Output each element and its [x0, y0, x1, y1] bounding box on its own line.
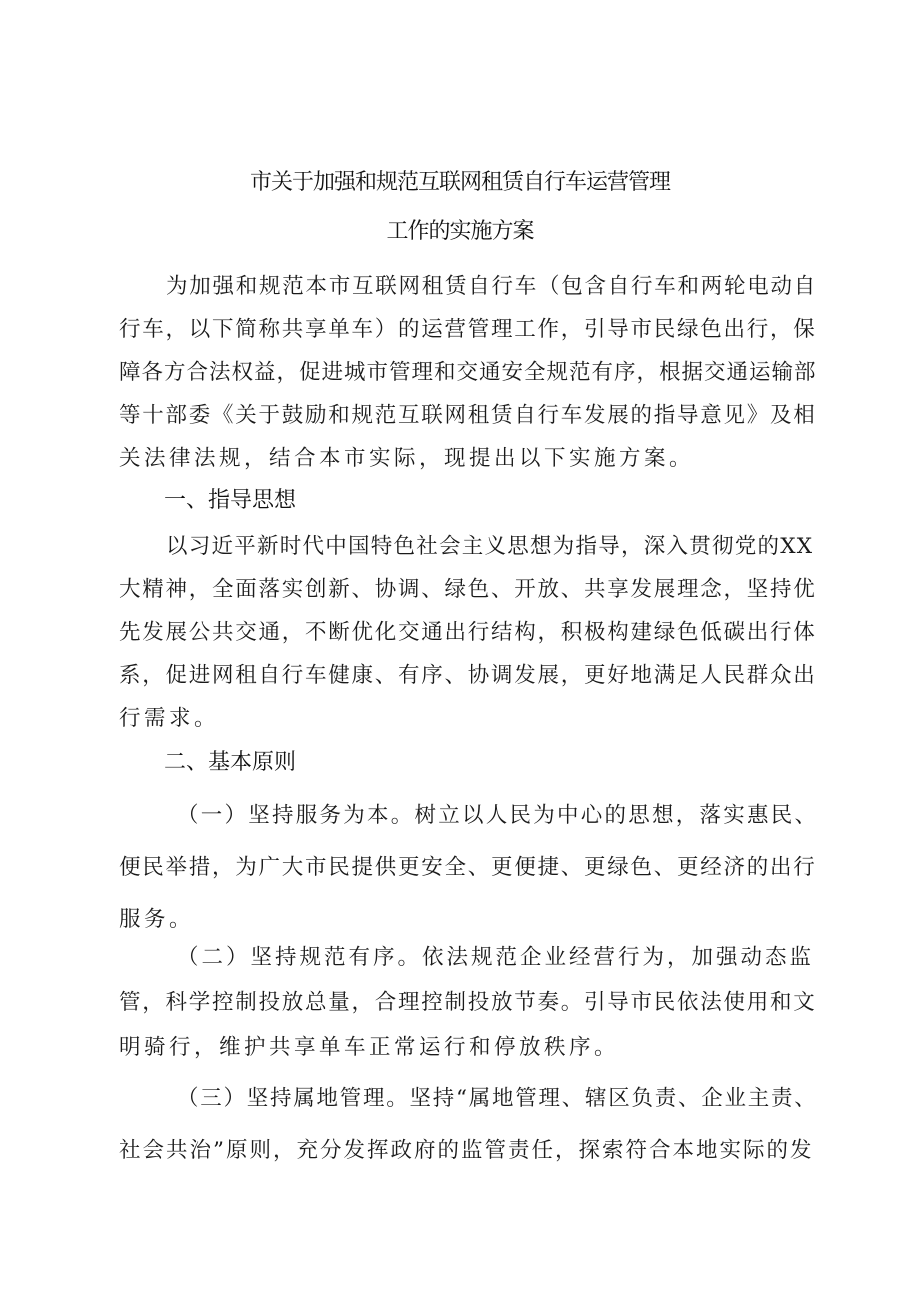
section-1-heading: 一、指导思想: [164, 488, 297, 513]
principle-2-line: （二）坚持规范有序。依法规范企业经营行为，加强动态监: [177, 945, 815, 970]
principle-3-line: （三）坚持属地管理。坚持“属地管理、辖区负责、企业主责、: [177, 1086, 818, 1111]
section-1-line: 行需求。: [119, 706, 220, 731]
principle-2-paragraph: [119, 935, 819, 1070]
section-1-line: 系，促进网租自行车健康、有序、协调发展，更好地满足人民群众出: [119, 663, 817, 688]
principle-3-paragraph: [119, 1073, 819, 1177]
principle-1-line: 便民举措，为广大市民提供更安全、更便捷、更绿色、更经济的出行: [119, 855, 817, 880]
section-2-heading: 二、基本原则: [164, 750, 297, 775]
section-1-line: 先发展公共交通，不断优化交通出行结构，积极构建绿色低碳出行体: [119, 620, 817, 645]
intro-line: 等十部委《关于鼓励和规范互联网租赁自行车发展的指导意见》及相: [119, 403, 817, 428]
principle-2-line: 明骑行，维护共享单车正常运行和停放秩序。: [119, 1035, 620, 1060]
intro-paragraph: [119, 265, 819, 480]
principle-1-paragraph: [119, 790, 819, 946]
principle-1-line: （一）坚持服务为本。树立以人民为中心的思想，落实惠民、: [177, 803, 819, 828]
intro-line: 关法律法规，结合本市实际，现提出以下实施方案。: [119, 446, 695, 471]
document-title-line-2: 工作的实施方案: [386, 219, 534, 244]
intro-line: 为加强和规范本市互联网租赁自行车（包含自行车和两轮电动自: [166, 274, 818, 299]
section-1-line: 大精神，全面落实创新、协调、绿色、开放、共享发展理念，坚持优: [119, 577, 817, 602]
intro-line: 障各方合法权益，促进城市管理和交通安全规范有序，根据交通运输部: [119, 360, 817, 385]
section-1-paragraph: [119, 525, 819, 740]
document-title-line-1: 市关于加强和规范互联网租赁自行车运营管理: [249, 170, 670, 195]
principle-3-line: 社会共治”原则，充分发挥政府的监管责任，探索符合本地实际的发: [119, 1138, 814, 1163]
principle-1-line: 服务。: [119, 907, 195, 932]
section-1-line: 以习近平新时代中国特色社会主义思想为指导，深入贯彻党的XX: [166, 534, 814, 559]
principle-2-line: 管，科学控制投放总量，合理控制投放节奏。引导市民依法使用和文: [119, 990, 817, 1015]
intro-line: 行车，以下简称共享单车）的运营管理工作，引导市民绿色出行，保: [119, 317, 817, 342]
